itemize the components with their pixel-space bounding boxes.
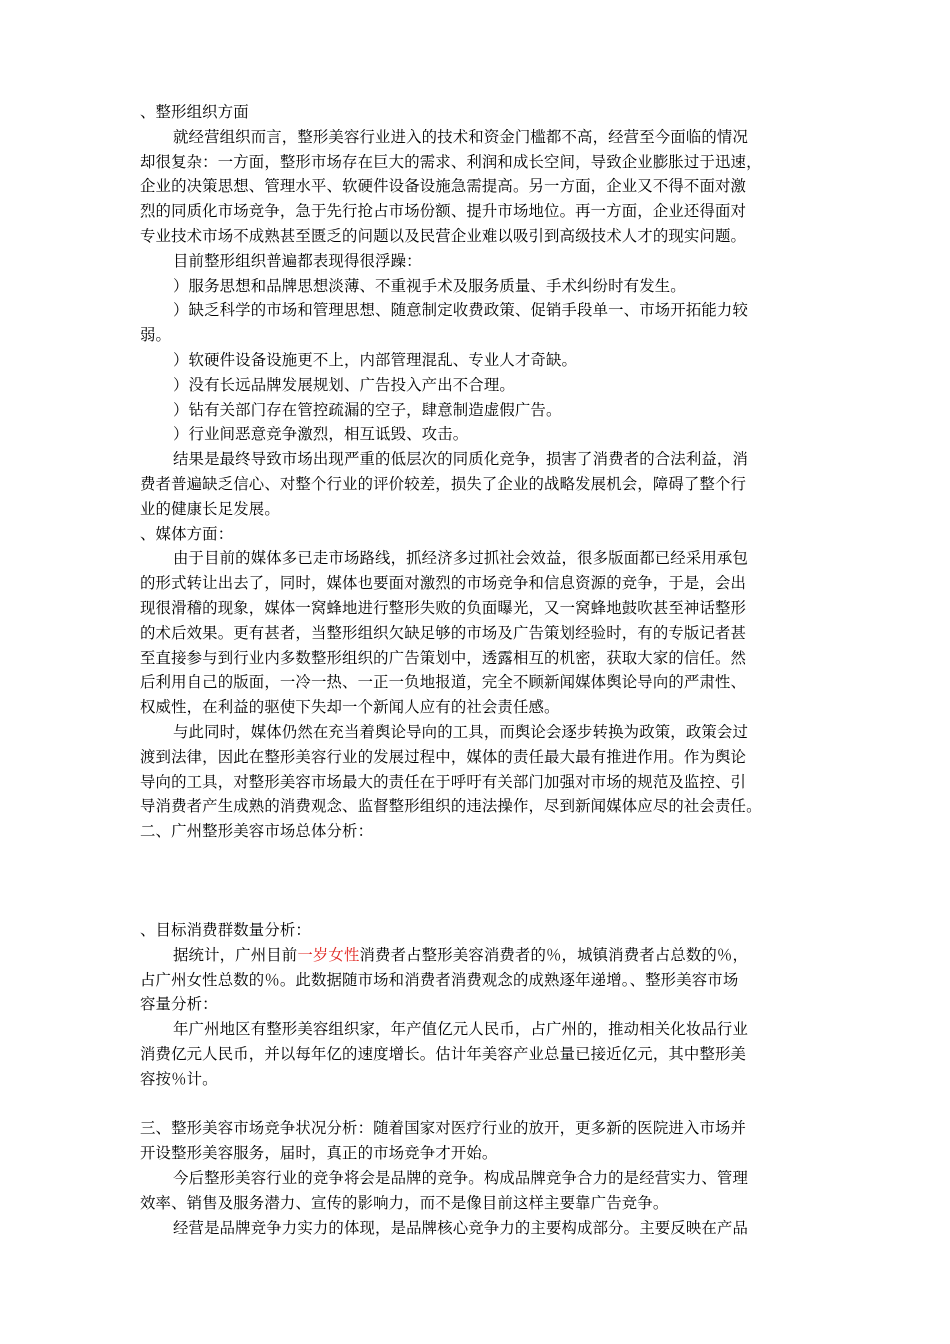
paragraph-line: 目前整形组织普遍都表现得很浮躁： bbox=[173, 251, 422, 270]
paragraph-line: 渡到法律，因此在整形美容行业的发展过程中，媒体的责任最大最有推进作用。作为舆论 bbox=[140, 747, 747, 766]
paragraph-line: 的术后效果。更有甚者，当整形组织欠缺足够的市场及广告策划经验时，有的专版记者甚 bbox=[140, 623, 747, 642]
list-item: ）钻有关部门存在管控疏漏的空子，肆意制造虚假广告。 bbox=[173, 400, 562, 419]
paragraph-line: 容量分析： bbox=[140, 995, 218, 1014]
paragraph-line: 与此同时，媒体仍然在充当着舆论导向的工具，而舆论会逐步转换为政策，政策会过 bbox=[173, 722, 749, 741]
paragraph-line: 权威性，在利益的驱使下失却一个新闻人应有的社会责任感。 bbox=[140, 698, 560, 717]
paragraph-line: 业的健康长足发展。 bbox=[140, 499, 280, 518]
paragraph-line: 经营是品牌竞争力实力的体现，是品牌核心竞争力的主要构成部分。主要反映在产品 bbox=[173, 1218, 749, 1237]
document-page bbox=[140, 100, 830, 1240]
list-item: ）服务思想和品牌思想淡薄、不重视手术及服务质量、手术纠纷时有发生。 bbox=[173, 276, 686, 295]
paragraph-line: 专业技术市场不成熟甚至匮乏的问题以及民营企业难以吸引到高级技术人才的现实问题。 bbox=[140, 226, 747, 245]
list-item-continuation: 弱。 bbox=[140, 326, 172, 345]
paragraph-line: 至直接参与到行业内多数整形组织的广告策划中，透露相互的机密，获取大家的信任。然 bbox=[140, 648, 747, 667]
paragraph-line: 开设整形美容服务，届时，真正的市场竞争才开始。 bbox=[140, 1144, 498, 1163]
list-item: ）没有长远品牌发展规划、广告投入产出不合理。 bbox=[173, 375, 515, 394]
text-run: 消费者占整形美容消费者的％，城镇消费者占总数的％， bbox=[359, 945, 749, 964]
heading-section-3: 三、整形美容市场竞争状况分析：随着国家对医疗行业的放开，更多新的医院进入市场并 bbox=[140, 1119, 747, 1138]
paragraph-line: 现很滑稽的现象，媒体一窝蜂地进行整形失败的负面曝光，又一窝蜂地鼓吹甚至神话整形 bbox=[140, 598, 747, 617]
paragraph-line: 的形式转让出去了，同时，媒体也要面对激烈的市场竞争和信息资源的竞争，于是，会出 bbox=[140, 574, 747, 593]
heading-section-2: 二、广州整形美容市场总体分析： bbox=[140, 822, 374, 841]
paragraph-line: 结果是最终导致市场出现严重的低层次的同质化竞争，损害了消费者的合法利益，消 bbox=[173, 450, 749, 469]
paragraph-line: 导消费者产生成熟的消费观念、监督整形组织的违法操作，尽到新闻媒体应尽的社会责任。 bbox=[140, 797, 762, 816]
paragraph-line: 年广州地区有整形美容组织家，年产值亿元人民币，占广州的，推动相关化妆品行业 bbox=[173, 1020, 749, 1039]
heading-target-consumers: 、目标消费群数量分析： bbox=[140, 920, 311, 939]
blank-space bbox=[140, 844, 830, 918]
paragraph-line: 由于目前的媒体多已走市场路线，抓经济多过抓社会效益，很多版面都已经采用承包 bbox=[173, 549, 749, 568]
paragraph-line: 效率、销售及服务潜力、宣传的影响力，而不是像目前这样主要靠广告竞争。 bbox=[140, 1193, 669, 1212]
list-item: ）缺乏科学的市场和管理思想、随意制定收费政策、促销手段单一、市场开拓能力较 bbox=[173, 301, 749, 320]
blank-space bbox=[140, 1091, 830, 1116]
text-run: 据统计，广州目前 bbox=[173, 945, 298, 964]
paragraph-line: 却很复杂：一方面，整形市场存在巨大的需求、利润和成长空间，导致企业膨胀过于迅速， bbox=[140, 152, 762, 171]
list-item: ）行业间恶意竞争激烈，相互诋毁、攻击。 bbox=[173, 425, 469, 444]
paragraph-line bbox=[140, 943, 830, 968]
paragraph-line: 今后整形美容行业的竞争将会是品牌的竞争。构成品牌竞争合力的是经营实力、管理 bbox=[173, 1169, 749, 1188]
paragraph-line: 占广州女性总数的％。此数据随市场和消费者消费观念的成熟逐年递增。、整形美容市场 bbox=[140, 970, 739, 989]
paragraph-line: 烈的同质化市场竞争，急于先行抢占市场份额、提升市场地位。再一方面，企业还得面对 bbox=[140, 202, 747, 221]
paragraph-line: 消费亿元人民币，并以每年亿的速度增长。估计年美容产业总量已接近亿元，其中整形美 bbox=[140, 1044, 747, 1063]
heading-media: 、媒体方面： bbox=[140, 524, 234, 543]
heading-organization: 、整形组织方面 bbox=[140, 103, 249, 121]
paragraph-line: 企业的决策思想、管理水平、软硬件设备设施急需提高。另一方面，企业又不得不面对激 bbox=[140, 177, 747, 196]
highlighted-text: 一岁女性 bbox=[297, 945, 360, 964]
paragraph-line: 容按％计。 bbox=[140, 1069, 218, 1088]
paragraph-line: 就经营组织而言，整形美容行业进入的技术和资金门槛都不高，经营至今面临的情况 bbox=[173, 127, 749, 146]
paragraph-line: 导向的工具，对整形美容市场最大的责任在于呼吁有关部门加强对市场的规范及监控、引 bbox=[140, 772, 747, 791]
paragraph-line: 后利用自己的版面，一冷一热、一正一负地报道，完全不顾新闻媒体舆论导向的严肃性、 bbox=[140, 673, 747, 692]
list-item: ）软硬件设备设施更不上，内部管理混乱、专业人才奇缺。 bbox=[173, 350, 578, 369]
paragraph-line: 费者普遍缺乏信心、对整个行业的评价较差，损失了企业的战略发展机会，障碍了整个行 bbox=[140, 474, 747, 493]
